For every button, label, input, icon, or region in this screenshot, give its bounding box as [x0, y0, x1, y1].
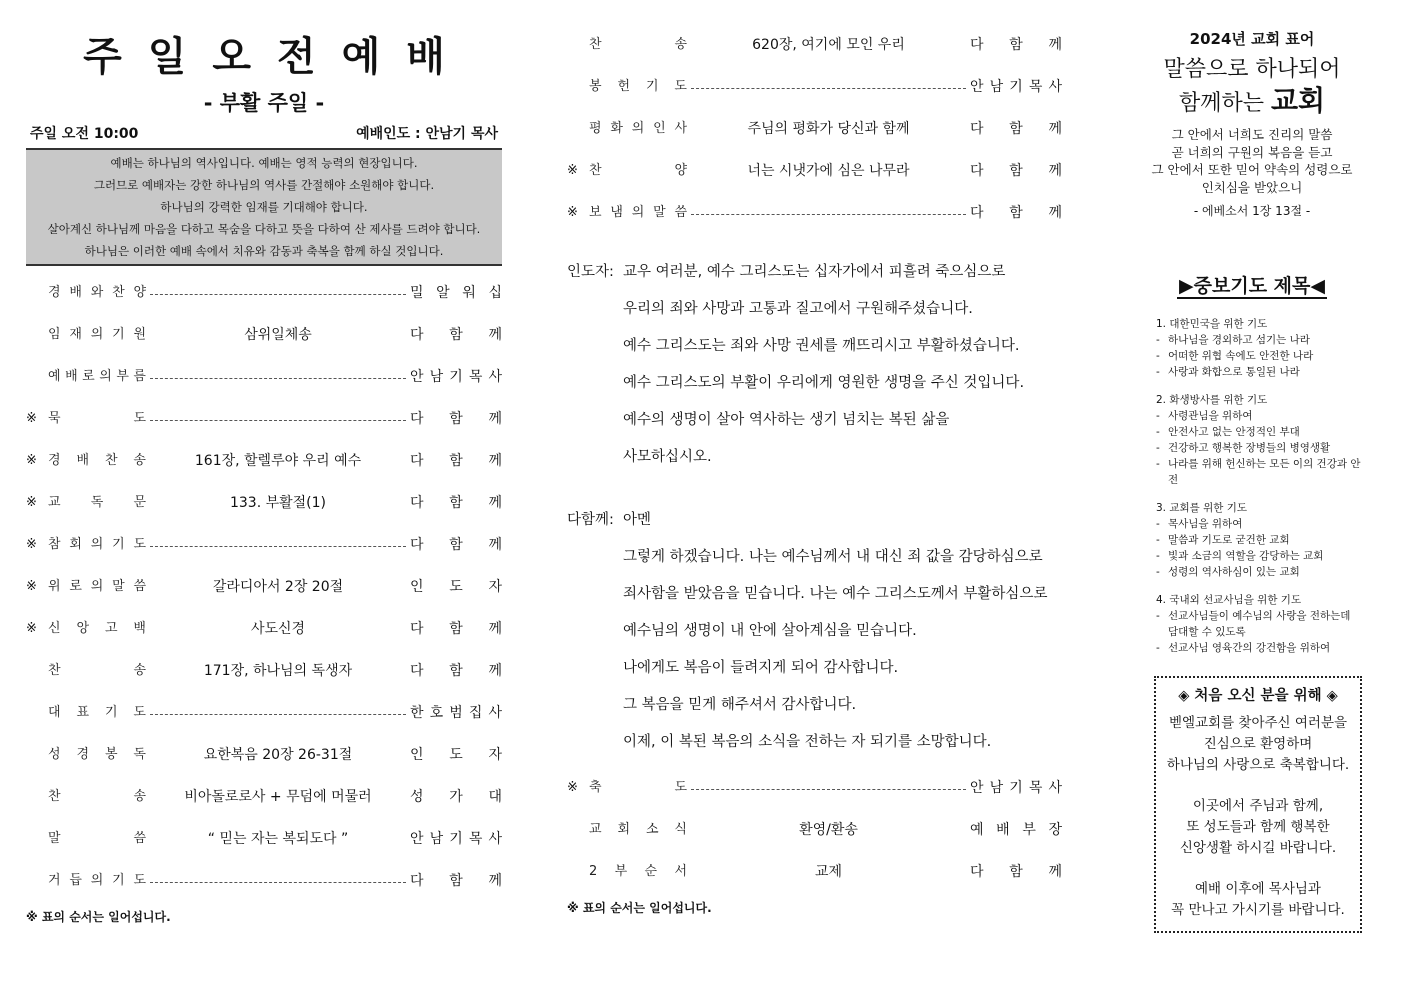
order-person: 밀 알 워 십	[410, 285, 502, 301]
prayer-item: - 빛과 소금의 역할을 감당하는 교회	[1156, 548, 1362, 564]
order-label: 보 냄 의 말 씀	[589, 205, 687, 220]
order-row	[26, 734, 502, 776]
prayer-item: - 말씀과 기도로 굳건한 교회	[1156, 532, 1362, 548]
notice-line: 하나님은 이러한 예배 속에서 치유와 감동과 축복을 함께 하실 것입니다.	[84, 244, 444, 258]
order-label: 성 경 봉 독	[48, 747, 146, 762]
standing-mark	[567, 24, 589, 66]
standing-mark	[26, 272, 48, 314]
order-label: 교 독 문	[48, 495, 146, 510]
dashed-leader	[691, 87, 966, 89]
notice-line: 예배는 하나님의 역사입니다. 예배는 영적 능력의 현장입니다.	[110, 156, 418, 170]
people-label: 다함께:	[567, 512, 614, 528]
prayer-group	[1156, 500, 1362, 580]
prayer-item: - 사령관님을 위하여	[1156, 408, 1362, 424]
order-person: 다 함 께	[410, 327, 502, 343]
prayer-title	[1142, 271, 1362, 298]
prayer-item: - 선교사님 영육간의 강건함을 위하여	[1156, 640, 1362, 656]
standing-mark	[567, 809, 589, 851]
order-person: 다 함 께	[410, 873, 502, 889]
welcome-line: 신앙생활 하시길 바랍니다.	[1179, 840, 1337, 856]
standing-mark	[567, 851, 589, 893]
welcome-box	[1154, 676, 1362, 933]
order-content: 요한복음 20장 26-31절	[203, 747, 353, 763]
order-person: 다 함 께	[410, 495, 502, 511]
motto-line-2	[1142, 85, 1362, 120]
standing-mark	[567, 66, 589, 108]
standing-mark	[26, 314, 48, 356]
order-row	[26, 692, 502, 734]
order-row	[567, 24, 1062, 66]
standing-mark	[26, 356, 48, 398]
welcome-line: 벧엘교회를 찾아주신 여러분을	[1168, 715, 1348, 731]
verse-line: 그 안에서 또한 믿어 약속의 성령으로	[1151, 162, 1353, 177]
welcome-title: ◈ 처음 오신 분을 위해 ◈	[1178, 688, 1338, 704]
order-person: 다 함 께	[410, 411, 502, 427]
dashed-leader	[150, 713, 406, 715]
order-row	[26, 440, 502, 482]
order-content: 171장, 하나님의 독생자	[203, 663, 353, 679]
order-row	[26, 398, 502, 440]
standing-mark: ※	[26, 495, 37, 510]
page-subtitle: - 부활 주일 -	[203, 91, 325, 115]
order-person: 다 함 께	[410, 453, 502, 469]
order-label: 예 배 로 의 부 름	[48, 369, 146, 384]
order-row	[567, 150, 1062, 192]
prayer-item: - 성령의 역사하심이 있는 교회	[1156, 564, 1362, 580]
people-line: 나에게도 복음이 들려지게 되어 감사합니다.	[623, 660, 899, 676]
standing-mark	[567, 108, 589, 150]
prayer-title-text: ▶중보기도 제목◀	[1179, 275, 1325, 297]
prayer-group-head: 2. 화생방사를 위한 기도	[1156, 394, 1268, 406]
dashed-leader	[150, 545, 406, 547]
prayer-group	[1156, 316, 1362, 380]
order-label: 2 부 순 서	[589, 864, 687, 879]
motto-year-title: 2024년 교회 표어	[1189, 30, 1315, 48]
order-content: 갈라디아서 2장 20절	[212, 579, 344, 595]
service-leader: 예배인도 : 안남기 목사	[356, 126, 498, 142]
order-row	[567, 192, 1062, 234]
standing-mark: ※	[26, 621, 37, 636]
right-column	[1142, 0, 1362, 933]
leader-label: 인도자:	[567, 264, 614, 280]
order-label: 경 배 찬 송	[48, 453, 146, 468]
order-content: 교제	[814, 864, 843, 880]
leader-line: 교우 여러분, 예수 그리스도는 십자가에서 피흘려 죽으심으로	[623, 264, 1006, 280]
notice-line: 살아계신 하나님께 마음을 다하고 목숨을 다하고 뜻을 다하여 산 제사를 드려야 합니다.	[47, 222, 481, 236]
standing-mark	[26, 776, 48, 818]
standing-mark	[26, 650, 48, 692]
standing-mark: ※	[26, 453, 37, 468]
service-time: 주일 오전 10:00	[30, 126, 139, 142]
prayer-group-head: 4. 국내외 선교사님을 위한 기도	[1156, 594, 1302, 606]
standing-mark: ※	[567, 163, 578, 178]
prayer-item: - 선교사님들이 예수님의 사랑을 전하는데 담대할 수 있도록	[1156, 608, 1362, 640]
order-content: 133. 부활절(1)	[229, 495, 327, 511]
dashed-leader	[150, 293, 406, 295]
verse-line: 인치심을 받았으니	[1201, 179, 1303, 195]
order-content: “ 믿는 자는 복되도다 ”	[207, 831, 349, 847]
motto-line-1: 말씀으로 하나되어	[1163, 57, 1341, 82]
order-label: 경 배 와 찬 양	[48, 285, 146, 300]
dashed-leader	[150, 419, 406, 421]
order-content: 사도신경	[250, 621, 306, 637]
order-label: 위 로 의 말 씀	[48, 579, 146, 594]
order-person: 다 함 께	[970, 121, 1062, 137]
prayer-item: - 사랑과 화합으로 통일된 나라	[1156, 364, 1362, 380]
order-label: 참 회 의 기 도	[48, 537, 146, 552]
leader-line: 예수 그리스도의 부활이 우리에게 영원한 생명을 주신 것입니다.	[623, 375, 1025, 391]
order-person: 다 함 께	[410, 621, 502, 637]
leader-line: 예수의 생명이 살아 역사하는 생기 넘치는 복된 삶을	[623, 412, 950, 428]
verse-reference: - 에베소서 1장 13절 -	[1193, 204, 1311, 218]
order-row	[26, 314, 502, 356]
leader-line: 사모하십시오.	[623, 449, 712, 465]
standing-mark	[26, 734, 48, 776]
welcome-line: 또 성도들과 함께 행복한	[1186, 819, 1330, 835]
middle-column	[567, 0, 1062, 916]
order-label: 말 씀	[48, 831, 146, 846]
order-person: 안 남 기 목 사	[970, 79, 1062, 95]
verse-line: 그 안에서 너희도 진리의 말씀	[1171, 127, 1333, 142]
prayer-item: - 안전사고 없는 안정적인 부대	[1156, 424, 1362, 440]
service-meta	[26, 124, 502, 144]
order-person: 다 함 께	[970, 37, 1062, 53]
motto-line-2a: 함께하는	[1178, 91, 1264, 116]
footnote: ※ 표의 순서는 일어섭니다.	[567, 901, 712, 915]
prayer-list	[1142, 316, 1362, 656]
welcome-line: 꼭 만나고 가시기를 바랍니다.	[1171, 902, 1345, 918]
order-row	[26, 818, 502, 860]
order-row	[26, 860, 502, 902]
order-label: 대 표 기 도	[48, 705, 146, 720]
standing-mark: ※	[567, 780, 578, 795]
prayer-group-head: 3. 교회를 위한 기도	[1156, 502, 1248, 514]
standing-mark: ※	[26, 411, 37, 426]
order-label: 봉 헌 기 도	[589, 79, 687, 94]
welcome-line: 진심으로 환영하며	[1203, 736, 1313, 752]
order-row	[567, 66, 1062, 108]
order-content: 161장, 할렐루야 우리 예수	[194, 453, 362, 469]
dashed-leader	[150, 377, 406, 379]
order-content: 삼위일체송	[244, 327, 312, 343]
order-label: 찬 송	[48, 663, 146, 678]
order-row	[26, 272, 502, 314]
standing-mark	[26, 818, 48, 860]
welcome-line: 하나님의 사랑으로 축복합니다.	[1166, 757, 1350, 773]
order-row	[26, 650, 502, 692]
order-row	[26, 776, 502, 818]
prayer-group	[1156, 392, 1362, 488]
order-person: 안 남 기 목 사	[410, 369, 502, 385]
standing-mark: ※	[26, 579, 37, 594]
order-row	[26, 608, 502, 650]
worship-order-list	[26, 272, 502, 902]
order-row	[567, 851, 1062, 893]
order-label: 찬 송	[589, 37, 687, 52]
people-line: 그 복음을 믿게 해주셔서 감사합니다.	[623, 697, 857, 713]
order-row	[567, 767, 1062, 809]
standing-mark: ※	[26, 537, 37, 552]
prayer-item: - 목사님을 위하여	[1156, 516, 1362, 532]
order-label: 축 도	[589, 780, 687, 795]
prayer-item: - 나라를 위해 헌신하는 모든 이의 건강과 안전	[1156, 456, 1362, 488]
people-line: 그렇게 하겠습니다. 나는 예수님께서 내 대신 죄 값을 감당하심으로	[623, 549, 1043, 565]
left-column	[26, 0, 502, 925]
motto-line-2b: 교회	[1270, 84, 1326, 117]
people-line: 예수님의 생명이 내 안에 살아계심을 믿습니다.	[623, 623, 917, 639]
order-content: 너는 시냇가에 심은 나무라	[747, 163, 910, 179]
dashed-leader	[691, 213, 966, 215]
order-person: 다 함 께	[970, 864, 1062, 880]
prayer-item: - 하나님을 경외하고 섬기는 나라	[1156, 332, 1362, 348]
order-person: 안 남 기 목 사	[410, 831, 502, 847]
footnote: ※ 표의 순서는 일어섭니다.	[26, 910, 171, 924]
order-person: 한 호 범 집 사	[410, 705, 502, 721]
worship-order-list-end	[567, 767, 1062, 893]
order-person: 안 남 기 목 사	[970, 780, 1062, 796]
worship-order-list-continued	[567, 24, 1062, 234]
leader-line: 우리의 죄와 사망과 고통과 질고에서 구원해주셨습니다.	[623, 301, 973, 317]
order-person: 인 도 자	[410, 747, 502, 763]
prayer-item: - 건강하고 행복한 장병들의 병영생활	[1156, 440, 1362, 456]
welcome-line: 이곳에서 주님과 함께,	[1192, 798, 1324, 814]
order-person: 다 함 께	[970, 163, 1062, 179]
order-label: 거 듭 의 기 도	[48, 873, 146, 888]
leader-line: 예수 그리스도는 죄와 사망 권세를 깨뜨리시고 부활하셨습니다.	[623, 338, 1020, 354]
order-label: 임 재 의 기 원	[48, 327, 146, 342]
order-label: 평 화 의 인 사	[589, 121, 687, 136]
page-title: 주일오전예배	[83, 34, 471, 80]
people-line: 죄사함을 받았음을 믿습니다. 나는 예수 그리스도께서 부활하심으로	[623, 586, 1048, 602]
notice-box	[26, 148, 502, 266]
order-content: 환영/환송	[799, 822, 858, 838]
order-row	[26, 566, 502, 608]
standing-mark: ※	[567, 205, 578, 220]
order-label: 묵 도	[48, 411, 146, 426]
verse-line: 곧 너희의 구원의 복음을 듣고	[1171, 144, 1333, 160]
prayer-group-head: 1. 대한민국을 위한 기도	[1156, 318, 1268, 330]
order-person: 예 배 부 장	[970, 822, 1062, 838]
order-row	[26, 356, 502, 398]
dashed-leader	[691, 788, 966, 790]
order-person: 다 함 께	[970, 205, 1062, 221]
order-row	[26, 524, 502, 566]
order-person: 다 함 께	[410, 537, 502, 553]
people-line: 이제, 이 복된 복음의 소식을 전하는 자 되기를 소망합니다.	[623, 734, 992, 750]
order-content: 비아돌로로사 + 무덤에 머물러	[184, 789, 372, 805]
order-label: 신 앙 고 백	[48, 621, 146, 636]
order-row	[567, 809, 1062, 851]
order-row	[26, 482, 502, 524]
order-label: 찬 송	[48, 789, 146, 804]
motto-verse	[1142, 126, 1362, 196]
order-content: 620장, 여기에 모인 우리	[752, 37, 905, 53]
order-person: 인 도 자	[410, 579, 502, 595]
order-label: 찬 양	[589, 163, 687, 178]
responsive-reading-people	[567, 502, 1062, 761]
order-row	[567, 108, 1062, 150]
welcome-line: 예배 이후에 목사님과	[1195, 881, 1321, 897]
order-person: 다 함 께	[410, 663, 502, 679]
order-label: 교 회 소 식	[589, 822, 687, 837]
prayer-item: - 어떠한 위협 속에도 안전한 나라	[1156, 348, 1362, 364]
prayer-group	[1156, 592, 1362, 656]
order-content: 주님의 평화가 당신과 함께	[747, 121, 910, 137]
responsive-reading-leader	[567, 254, 1062, 476]
standing-mark	[26, 692, 48, 734]
people-line: 아멘	[623, 512, 652, 528]
standing-mark	[26, 860, 48, 902]
notice-line: 하나님의 강력한 임재를 기대해야 합니다.	[160, 200, 368, 214]
dashed-leader	[150, 881, 406, 883]
notice-line: 그러므로 예배자는 강한 하나님의 역사를 간절해야 소원해야 합니다.	[93, 178, 435, 192]
order-person: 성 가 대	[410, 789, 502, 805]
